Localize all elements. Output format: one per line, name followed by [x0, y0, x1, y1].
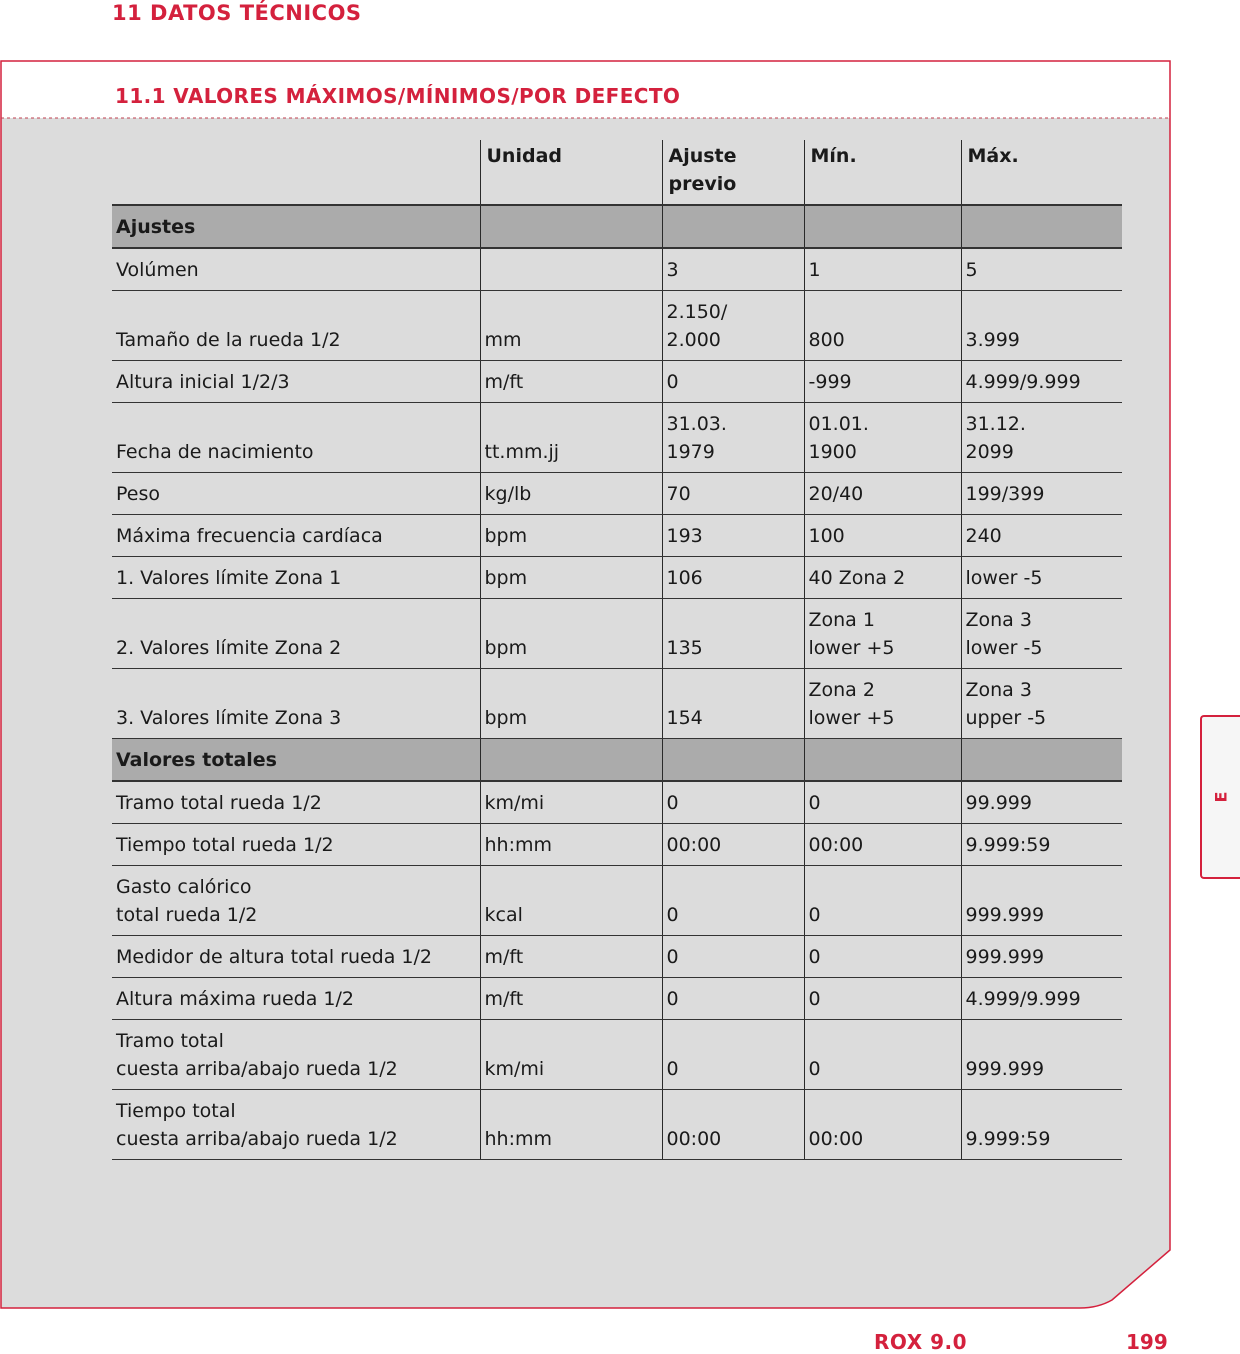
table-cell: 0 — [662, 781, 804, 824]
table-row — [112, 669, 1122, 739]
table-cell: Peso — [112, 473, 480, 515]
table-cell: 00:00 — [804, 824, 961, 866]
table-cell: hh:mm — [480, 824, 662, 866]
table-cell: 00:00 — [662, 824, 804, 866]
table-cell: 0 — [804, 978, 961, 1020]
table-cell: mm — [480, 291, 662, 361]
table-row — [112, 557, 1122, 599]
table-row — [112, 291, 1122, 361]
table-cell — [961, 205, 1122, 248]
table-cell: 106 — [662, 557, 804, 599]
table-section-row — [112, 205, 1122, 248]
column-header-preset: Ajuste previo — [662, 140, 804, 205]
table-row — [112, 515, 1122, 557]
table-cell: Tiempo total rueda 1/2 — [112, 824, 480, 866]
table-cell: 70 — [662, 473, 804, 515]
table-row — [112, 824, 1122, 866]
table-cell: 3.999 — [961, 291, 1122, 361]
table-cell: m/ft — [480, 936, 662, 978]
table-cell: Zona 3 upper -5 — [961, 669, 1122, 739]
table-cell: Altura inicial 1/2/3 — [112, 361, 480, 403]
table-cell: Tramo total cuesta arriba/abajo rueda 1/2 — [112, 1020, 480, 1090]
table-cell: 9.999:59 — [961, 1090, 1122, 1160]
column-header-min: Mín. — [804, 140, 961, 205]
table-header-row — [112, 140, 1122, 205]
table-cell: 0 — [662, 978, 804, 1020]
table-cell: bpm — [480, 669, 662, 739]
table-cell: Ajustes — [112, 205, 480, 248]
table-row — [112, 599, 1122, 669]
table-row — [112, 978, 1122, 1020]
table-cell — [480, 739, 662, 782]
table-cell: 3. Valores límite Zona 3 — [112, 669, 480, 739]
table-cell: 0 — [804, 781, 961, 824]
table-cell: 01.01. 1900 — [804, 403, 961, 473]
section-title: 11.1 VALORES MÁXIMOS/MÍNIMOS/POR DEFECTO — [115, 84, 681, 108]
table-cell: 00:00 — [804, 1090, 961, 1160]
table-cell: 5 — [961, 248, 1122, 291]
table-cell: 31.03. 1979 — [662, 403, 804, 473]
table-cell: m/ft — [480, 361, 662, 403]
table-cell: Fecha de nacimiento — [112, 403, 480, 473]
table-row — [112, 1090, 1122, 1160]
chapter-title: 11 DATOS TÉCNICOS — [112, 1, 362, 25]
table-cell: 0 — [662, 1020, 804, 1090]
table-cell: Zona 3 lower -5 — [961, 599, 1122, 669]
language-tab-label: E — [1211, 791, 1231, 803]
table-cell: 135 — [662, 599, 804, 669]
table-cell — [804, 739, 961, 782]
table-cell: Medidor de altura total rueda 1/2 — [112, 936, 480, 978]
table-cell: 193 — [662, 515, 804, 557]
table-section-row — [112, 739, 1122, 782]
table-row — [112, 361, 1122, 403]
table-cell: 999.999 — [961, 1020, 1122, 1090]
table-cell: 9.999:59 — [961, 824, 1122, 866]
table-cell — [662, 205, 804, 248]
technical-values-table — [112, 140, 1122, 1160]
table-cell — [662, 739, 804, 782]
table-cell — [480, 205, 662, 248]
table-cell: 00:00 — [662, 1090, 804, 1160]
table-cell: Tiempo total cuesta arriba/abajo rueda 1/2 — [112, 1090, 480, 1160]
table-cell: lower -5 — [961, 557, 1122, 599]
table-cell: Zona 1 lower +5 — [804, 599, 961, 669]
table-cell: 1. Valores límite Zona 1 — [112, 557, 480, 599]
column-header-max: Máx. — [961, 140, 1122, 205]
table-cell: 1 — [804, 248, 961, 291]
table-cell: 0 — [804, 866, 961, 936]
table-cell — [480, 248, 662, 291]
table-cell: Volúmen — [112, 248, 480, 291]
table-cell: 0 — [804, 1020, 961, 1090]
table-row — [112, 1020, 1122, 1090]
table-cell: Máxima frecuencia cardíaca — [112, 515, 480, 557]
column-header-unit: Unidad — [480, 140, 662, 205]
table-row — [112, 403, 1122, 473]
table-cell: 154 — [662, 669, 804, 739]
table-row — [112, 936, 1122, 978]
table-cell: kg/lb — [480, 473, 662, 515]
table-cell: 0 — [804, 936, 961, 978]
table-cell: 4.999/9.999 — [961, 361, 1122, 403]
table-cell: 20/40 — [804, 473, 961, 515]
table-row — [112, 473, 1122, 515]
table-cell: Valores totales — [112, 739, 480, 782]
table-cell: Tamaño de la rueda 1/2 — [112, 291, 480, 361]
table-cell: kcal — [480, 866, 662, 936]
table-cell — [804, 205, 961, 248]
table-cell: -999 — [804, 361, 961, 403]
table-cell: 999.999 — [961, 866, 1122, 936]
table-cell: 199/399 — [961, 473, 1122, 515]
table-cell: 100 — [804, 515, 961, 557]
table-cell: 31.12. 2099 — [961, 403, 1122, 473]
table-cell: 2.150/ 2.000 — [662, 291, 804, 361]
table-cell: bpm — [480, 599, 662, 669]
table-cell: tt.mm.jj — [480, 403, 662, 473]
column-header — [112, 140, 480, 205]
table-cell: 4.999/9.999 — [961, 978, 1122, 1020]
table-cell: 0 — [662, 866, 804, 936]
table-cell: 2. Valores límite Zona 2 — [112, 599, 480, 669]
table-cell: 800 — [804, 291, 961, 361]
language-tab — [1200, 715, 1240, 879]
table-cell: 0 — [662, 936, 804, 978]
table-cell: 40 Zona 2 — [804, 557, 961, 599]
table-cell: 999.999 — [961, 936, 1122, 978]
table-row — [112, 248, 1122, 291]
table-row — [112, 866, 1122, 936]
footer-product-name: ROX 9.0 — [874, 1330, 968, 1354]
page-number: 199 — [1126, 1330, 1168, 1354]
table-cell: 0 — [662, 361, 804, 403]
table-row — [112, 781, 1122, 824]
table-cell: km/mi — [480, 781, 662, 824]
table-cell: hh:mm — [480, 1090, 662, 1160]
table-cell: 3 — [662, 248, 804, 291]
table-cell: Tramo total rueda 1/2 — [112, 781, 480, 824]
table-cell: km/mi — [480, 1020, 662, 1090]
table-cell: m/ft — [480, 978, 662, 1020]
table-cell: Gasto calórico total rueda 1/2 — [112, 866, 480, 936]
table-cell: 240 — [961, 515, 1122, 557]
table-cell: Altura máxima rueda 1/2 — [112, 978, 480, 1020]
table-cell: bpm — [480, 515, 662, 557]
table-cell — [961, 739, 1122, 782]
table-cell: Zona 2 lower +5 — [804, 669, 961, 739]
table-cell: 99.999 — [961, 781, 1122, 824]
table-body — [112, 205, 1122, 1160]
table-cell: bpm — [480, 557, 662, 599]
